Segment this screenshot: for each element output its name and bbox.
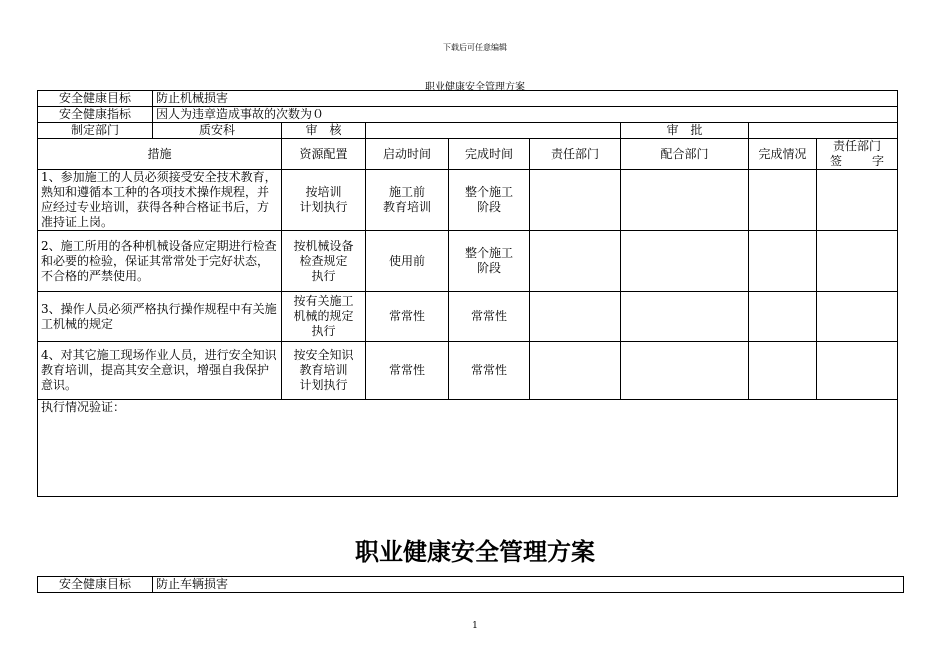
signature-header-char-b: 字	[872, 154, 885, 168]
start-cell: 常常性	[366, 292, 449, 342]
dept-row	[38, 123, 898, 139]
responsible-cell	[530, 170, 621, 231]
management-plan-table	[37, 90, 898, 497]
responsible-cell	[530, 231, 621, 292]
signature-header-char-a: 签	[830, 154, 843, 168]
end-cell: 常常性	[449, 292, 530, 342]
col-header-cooperating: 配合部门	[621, 139, 749, 170]
header-note: 下载后可任意编辑	[443, 43, 507, 52]
resource-cell: 按机械设备 检查规定 执行	[282, 231, 366, 292]
page-number: 1	[472, 621, 478, 631]
verification-row	[38, 400, 898, 497]
end-cell: 整个施工 阶段	[449, 170, 530, 231]
start-cell: 使用前	[366, 231, 449, 292]
index-value: 因人为违章造成事故的次数为０	[153, 107, 898, 123]
table-row	[38, 231, 898, 292]
measure-cell: 3、操作人员必须严格执行操作规程中有关施工机械的规定	[38, 292, 282, 342]
start-cell: 常常性	[366, 342, 449, 400]
goal-row	[38, 91, 898, 107]
end-cell: 常常性	[449, 342, 530, 400]
index-row	[38, 107, 898, 123]
status-cell	[749, 170, 817, 231]
col-header-status: 完成情况	[749, 139, 817, 170]
end-cell: 整个施工 阶段	[449, 231, 530, 292]
table-row	[38, 170, 898, 231]
resource-cell: 按培训 计划执行	[282, 170, 366, 231]
signature-header-line1: 责任部门	[833, 139, 882, 153]
responsible-cell	[530, 342, 621, 400]
start-cell: 施工前 教育培训	[366, 170, 449, 231]
verification-cell: 执行情况验证：	[38, 400, 898, 497]
column-header-row	[38, 139, 898, 170]
table-row	[38, 292, 898, 342]
goal-value-2: 防止车辆损害	[153, 577, 904, 593]
approve-label: 审 批	[621, 123, 749, 139]
col-header-end: 完成时间	[449, 139, 530, 170]
dept-label: 制定部门	[38, 123, 153, 139]
col-header-responsible: 责任部门	[530, 139, 621, 170]
cooperating-cell	[621, 292, 749, 342]
index-label: 安全健康指标	[38, 107, 153, 123]
signature-cell	[817, 292, 898, 342]
responsible-cell	[530, 292, 621, 342]
signature-cell	[817, 231, 898, 292]
col-header-signature	[817, 139, 898, 170]
document-small-title: 职业健康安全管理方案	[425, 82, 525, 93]
cooperating-cell	[621, 342, 749, 400]
management-plan-table-2	[37, 576, 904, 593]
col-header-start: 启动时间	[366, 139, 449, 170]
signature-cell	[817, 170, 898, 231]
col-header-resource: 资源配置	[282, 139, 366, 170]
dept-value: 质安科	[153, 123, 282, 139]
goal-label: 安全健康目标	[38, 91, 153, 107]
review-label: 审 核	[282, 123, 366, 139]
measure-cell: 4、对其它施工现场作业人员，进行安全知识教育培训，提高其安全意识，增强自我保护意识。	[38, 342, 282, 400]
goal-row-2	[38, 577, 904, 593]
status-cell	[749, 292, 817, 342]
status-cell	[749, 342, 817, 400]
goal-label-2: 安全健康目标	[38, 577, 153, 593]
col-header-measure: 措施	[38, 139, 282, 170]
cooperating-cell	[621, 231, 749, 292]
resource-cell: 按安全知识 教育培训 计划执行	[282, 342, 366, 400]
document-title: 职业健康安全管理方案	[355, 537, 595, 566]
goal-value: 防止机械损害	[153, 91, 898, 107]
resource-cell: 按有关施工 机械的规定 执行	[282, 292, 366, 342]
review-value	[366, 123, 621, 139]
status-cell	[749, 231, 817, 292]
approve-value	[749, 123, 898, 139]
cooperating-cell	[621, 170, 749, 231]
measure-cell: 1、参加施工的人员必须接受安全技术教育，熟知和遵循本工种的各项技术操作规程，并应经过专业培训，获得各种合格证书后，方准持证上岗。	[38, 170, 282, 231]
measure-cell: 2、施工所用的各种机械设备应定期进行检查和必要的检验，保证其常常处于完好状态，不合格的严禁使用。	[38, 231, 282, 292]
table-row	[38, 342, 898, 400]
signature-cell	[817, 342, 898, 400]
